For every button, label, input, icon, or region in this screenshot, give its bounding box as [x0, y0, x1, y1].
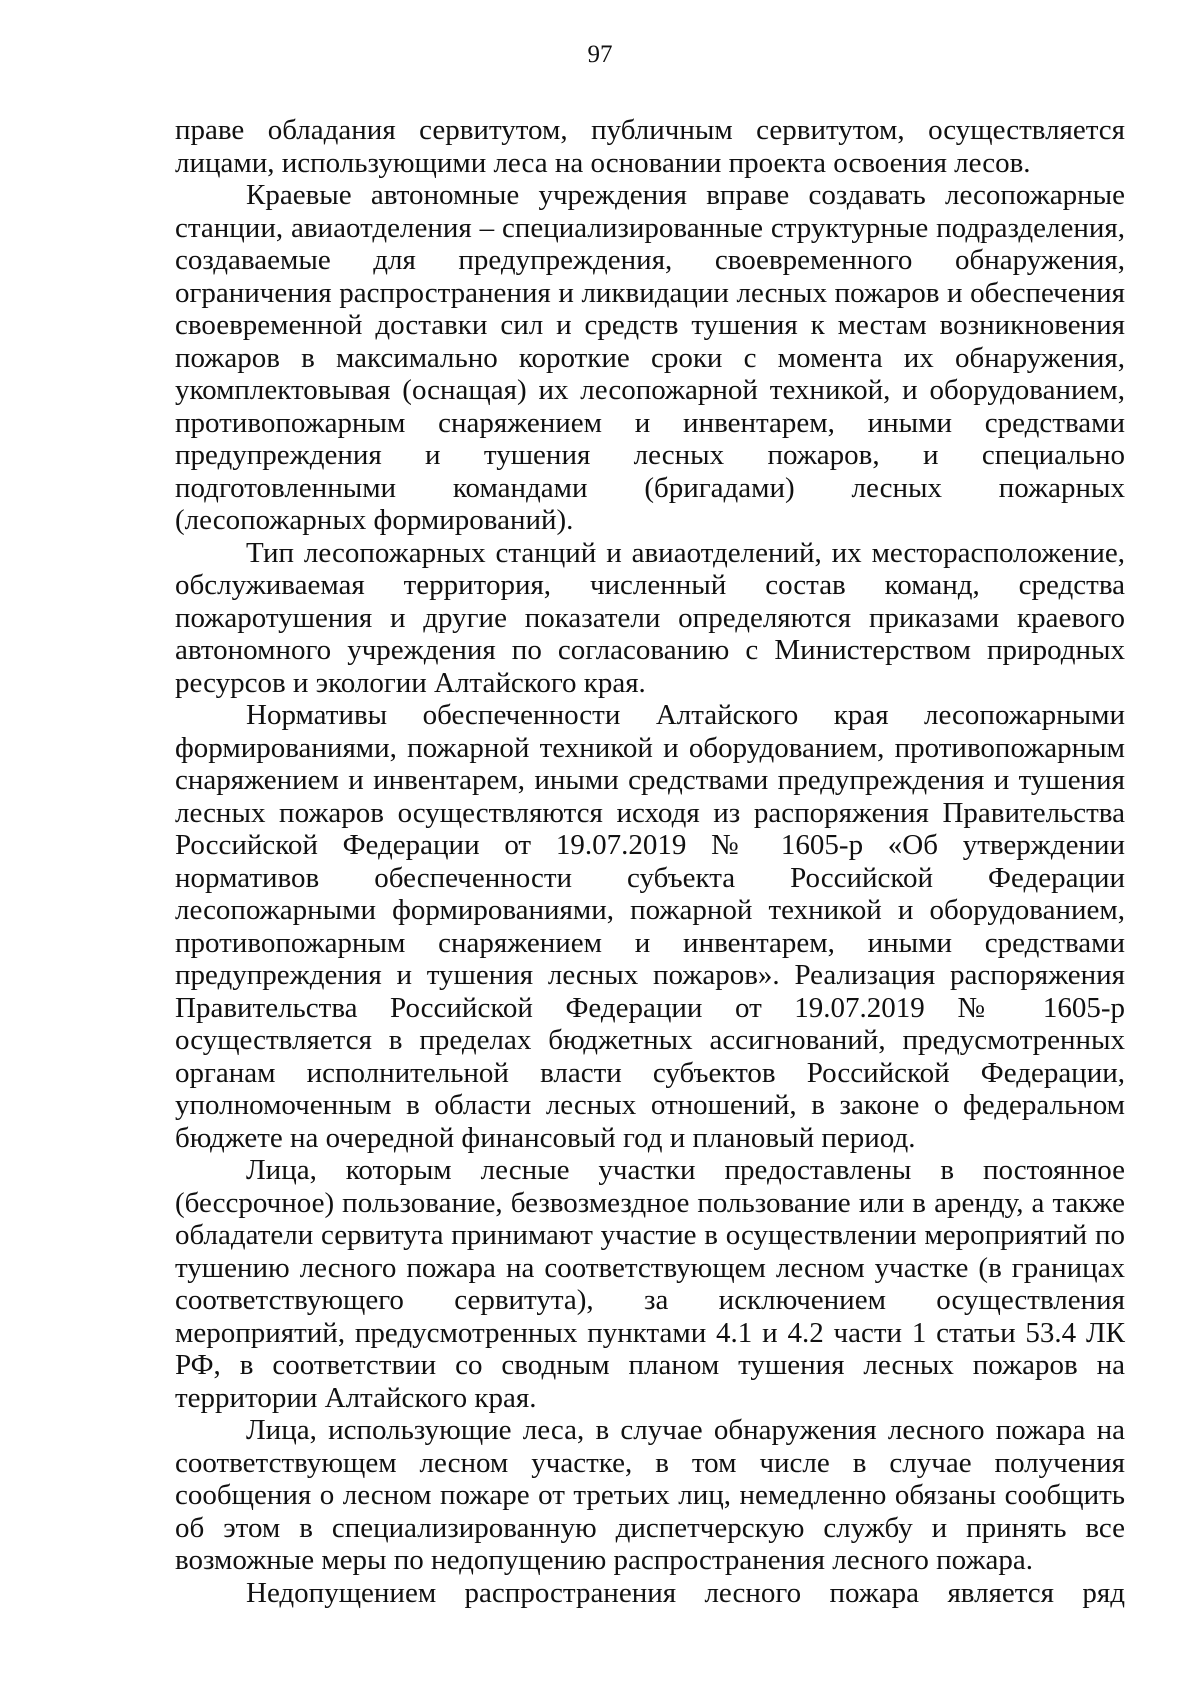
paragraph: Краевые автономные учреждения вправе создавать лесопожарные станции, авиаотделения – специализированные структурные подразделения, создаваемые для предупреждения, своевременного обнаружения, ограничения распространения и ликвидации лесных пожаров и обеспечения своевременной доставки сил и средств тушения к местам возникновения пожаров в максимально короткие сроки с момента их обнаружения, укомплектовывая (оснащая) их лесопожарной техникой, и оборудованием, противопожарным снаряжением и инвентарем, иными средствами предупреждения и тушения лесных пожаров, и специально подготовленными командами (бригадами) лесных пожарных (лесопожарных формирований). [175, 179, 1125, 536]
paragraph: Тип лесопожарных станций и авиаотделений, их месторасположение, обслуживаемая территория, численный состав команд, средства пожаротушения и другие показатели определяются приказами краевого автономного учреждения по согласованию с Министерством природных ресурсов и экологии Алтайского края. [175, 536, 1125, 699]
document-body [175, 114, 1125, 1609]
paragraph: Недопущением распространения лесного пожара является ряд [246, 1576, 1125, 1609]
paragraph: праве обладания сервитутом, публичным сервитутом, осуществляется лицами, использующими леса на основании проекта освоения лесов. [175, 114, 1125, 179]
paragraph: Лица, использующие леса, в случае обнаружения лесного пожара на соответствующем лесном участке, в том числе в случае получения сообщения о лесном пожаре от третьих лиц, немедленно обязаны сообщить об этом в специализированную диспетчерскую службу и принять все возможные меры по недопущению распространения лесного пожара. [175, 1414, 1125, 1576]
paragraph: Лица, которым лесные участки предоставлены в постоянное (бессрочное) пользование, безвозмездное пользование или в аренду, а также обладатели сервитута принимают участие в осуществлении мероприятий по тушению лесного пожара на соответствующем лесном участке (в границах соответствующего сервитута), за исключением осуществления мероприятий, предусмотренных пунктами 4.1 и 4.2 части 1 статьи 53.4 ЛК РФ, в соответствии со сводным планом тушения лесных пожаров на территории Алтайского края. [175, 1154, 1125, 1414]
page-number: 97 [587, 41, 613, 68]
paragraph: Нормативы обеспеченности Алтайского края лесопожарными формированиями, пожарной техникой и оборудованием, противопожарным снаряжением и инвентарем, иными средствами предупреждения и тушения лесных пожаров осуществляются исходя из распоряжения Правительства Российской Федерации от 19.07.2019 № 1605-р «Об утверждении нормативов обеспеченности субъекта Российской Федерации лесопожарными формированиями, пожарной техникой и оборудованием, противопожарным снаряжением и инвентарем, иными средствами предупреждения и тушения лесных пожаров». Реализация распоряжения Правительства Российской Федерации от 19.07.2019 № 1605-р осуществляется в пределах бюджетных ассигнований, предусмотренных органам исполнительной власти субъектов Российской Федерации, уполномоченным в области лесных отношений, в законе о федеральном бюджете на очередной финансовый год и плановый период. [175, 699, 1125, 1154]
